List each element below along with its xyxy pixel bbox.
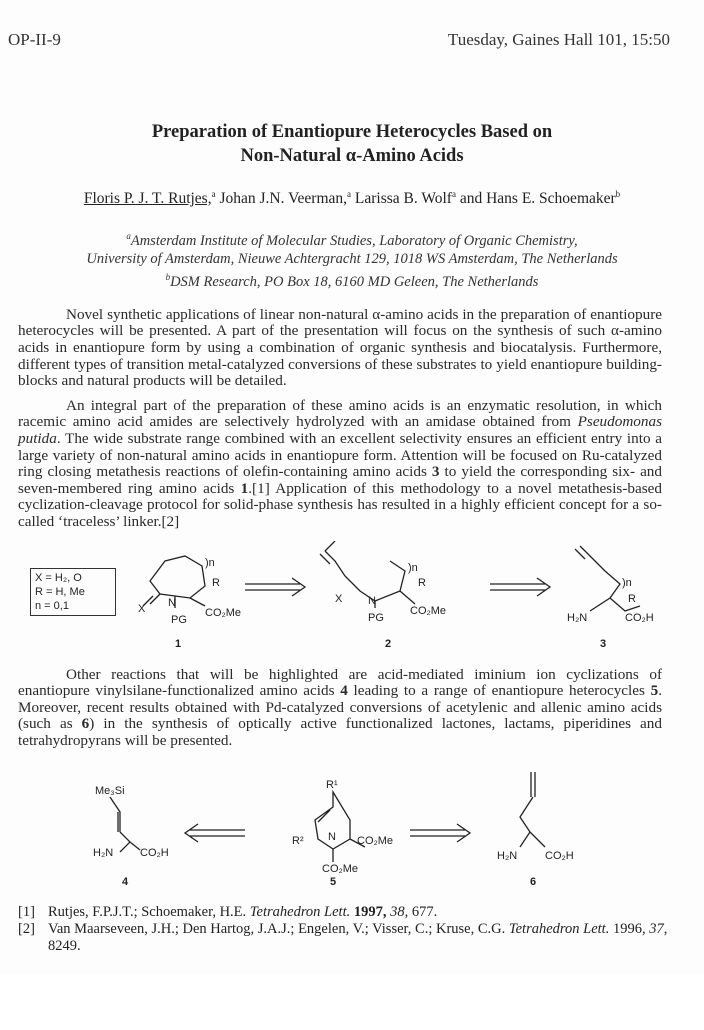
affil-sup: a (211, 189, 216, 199)
title-line-2: Non-Natural α-Amino Acids (240, 146, 464, 166)
p1-text: Novel synthetic applications of linear non-natural α-amino acids in the preparation of enantiopure heterocycles will be presented. A part of the presentation will focus on the synthesis of such α-amino acids in enantiopure form by using a combination of organic synthesis and biocatalysis. Furthermore, different types of transition metal-catalyzed conversions of these substrates to yield enantiopure building-blocks and natural products will be detailed. (18, 305, 662, 390)
label: CO₂Me (205, 606, 242, 619)
author-list (0, 184, 704, 209)
ref-pages: , 677. (404, 903, 438, 920)
affiliations (0, 227, 704, 291)
affil-sup: b (615, 189, 621, 199)
author: Larissa B. Wolf (351, 190, 452, 208)
label: R (212, 576, 220, 589)
paragraph-2 (18, 398, 662, 531)
reference-2 (18, 921, 668, 955)
session-code: OP-II-9 (8, 30, 61, 49)
compound-number: 1 (175, 637, 182, 650)
paragraph-3 (18, 667, 662, 750)
affil-sup: b (165, 271, 171, 282)
scheme-legend (30, 568, 116, 616)
text: Other reactions that will be highlighted are acid-mediated iminium ion cyclizations of enantiopure vinylsilane-functionalized amino acids (18, 665, 662, 700)
affil-text: DSM Research, PO Box 18, 6160 MD Geleen, The Netherlands (170, 273, 539, 290)
ref-year: 1997, (350, 903, 391, 920)
page-header (0, 0, 704, 50)
text: . The wide substrate range combined with an excellent selectivity ensures an efficient entry into a large variety of non-natural amino acids in enantiopure form. Attention will be focused on Ru-catalyzed ring closing metathesis reactions of olefin-containing amino acids (18, 429, 662, 481)
label: )n (622, 576, 632, 589)
affil-text: Amsterdam Institute of Molecular Studies, Laboratory of Organic Chemistry, (130, 232, 578, 249)
affiliation (0, 227, 704, 250)
compound-number: 3 (600, 637, 607, 650)
legend-line: X = H₂, O (35, 571, 82, 584)
ref-authors: Van Maarseveen, J.H.; Den Hartog, J.A.J.; Engelen, V.; Visser, C.; Kruse, C.G. (48, 920, 509, 937)
compound-ref: 4 (340, 682, 348, 700)
scheme-1-container (0, 541, 704, 653)
ref-volume: 38 (390, 903, 405, 920)
label: CO₂Me (410, 604, 447, 617)
ref-journal: Tetrahedron Lett. (508, 920, 610, 937)
compound-ref: 3 (431, 463, 440, 481)
affil-text: University of Amsterdam, Nieuwe Achtergracht 129, 1018 WS Amsterdam, The Netherlands (86, 250, 618, 267)
label: R² (292, 834, 304, 847)
compound-number: 6 (530, 875, 537, 888)
text: ) in the synthesis of optically active functionalized lactones, lactams, piperidines and tetrahydropyrans will be presented. (18, 715, 662, 749)
affiliation (0, 250, 704, 268)
label: H₂N (497, 849, 518, 862)
legend-line: R = H, Me (35, 585, 85, 598)
text: .[1] Application of this methodology to a novel metathesis-based cyclization-cleavage protocol for solid-phase synthesis has resulted in a highly efficient concept for a so-called ‘traceless’ linker.[2] (18, 479, 662, 530)
scheme-2 (0, 772, 704, 892)
scheme-2-container (0, 772, 704, 892)
ref-number: [2] (18, 920, 35, 937)
label: H₂N (93, 846, 114, 859)
label: CO₂H (545, 849, 574, 862)
ref-journal: Tetrahedron Lett. (249, 903, 351, 920)
compound-ref: 5 (650, 682, 659, 700)
affil-sup: a (451, 189, 456, 199)
affil-sup: a (126, 231, 131, 242)
author: Johan J.N. Veerman, (215, 190, 348, 208)
affil-sup: a (347, 189, 352, 199)
title-line-1: Preparation of Enantiopure Heterocycles Based on (151, 122, 553, 142)
ref-year: 1996, (609, 920, 650, 937)
references (18, 904, 668, 955)
author: and Hans E. Schoemaker (455, 190, 616, 208)
label: CO₂Me (322, 862, 359, 875)
label: CO₂H (625, 611, 654, 624)
label: N (168, 596, 176, 609)
compound-number: 4 (122, 875, 129, 888)
label: N (368, 594, 376, 607)
text: . Moreover, recent results obtained with Pd-catalyzed conversions of acetylenic and allenic amino acids (such as (18, 682, 662, 733)
label: )n (408, 561, 418, 574)
ref-authors: Rutjes, F.P.J.T.; Schoemaker, H.E. (48, 903, 250, 920)
compound-number: 5 (330, 875, 337, 888)
label: H₂N (567, 611, 588, 624)
compound-number: 2 (385, 637, 392, 650)
label: Me₃Si (95, 784, 125, 797)
paper-title (0, 120, 704, 168)
label: X (138, 602, 146, 615)
ring-bond (150, 556, 205, 598)
label: R (418, 576, 426, 589)
label: N (328, 830, 336, 843)
compound-ref: 1 (240, 479, 249, 497)
session-info: Tuesday, Gaines Hall 101, 15:50 (447, 30, 670, 49)
text: An integral part of the preparation of these amino acids is an enzymatic resolution, in which racemic amino acid amides are selectively hydrolyzed with an amidase obtained from (18, 396, 662, 431)
label: PG (171, 613, 187, 626)
label: R (628, 592, 636, 605)
paragraph-1 (18, 307, 662, 390)
compound-ref: 6 (81, 715, 90, 733)
presenting-author: Floris P. J. T. Rutjes, (83, 190, 212, 208)
organism-name: Pseudomonas putida (18, 413, 662, 447)
text: leading to a range of enantiopure heterocycles (347, 682, 651, 700)
ref-number: [1] (18, 903, 35, 920)
ref-pages: , 8249. (48, 920, 668, 954)
reference-1 (18, 904, 668, 921)
text: to yield the corresponding six- and seven-membered ring amino acids (18, 463, 662, 497)
label: R¹ (326, 778, 338, 791)
label: CO₂Me (357, 834, 394, 847)
ref-volume: 37 (649, 920, 664, 937)
label: PG (368, 611, 384, 624)
label: )n (205, 556, 215, 569)
legend-line: n = 0,1 (35, 599, 69, 612)
affiliation (0, 268, 704, 291)
label: CO₂H (140, 846, 169, 859)
label: X (335, 592, 343, 605)
